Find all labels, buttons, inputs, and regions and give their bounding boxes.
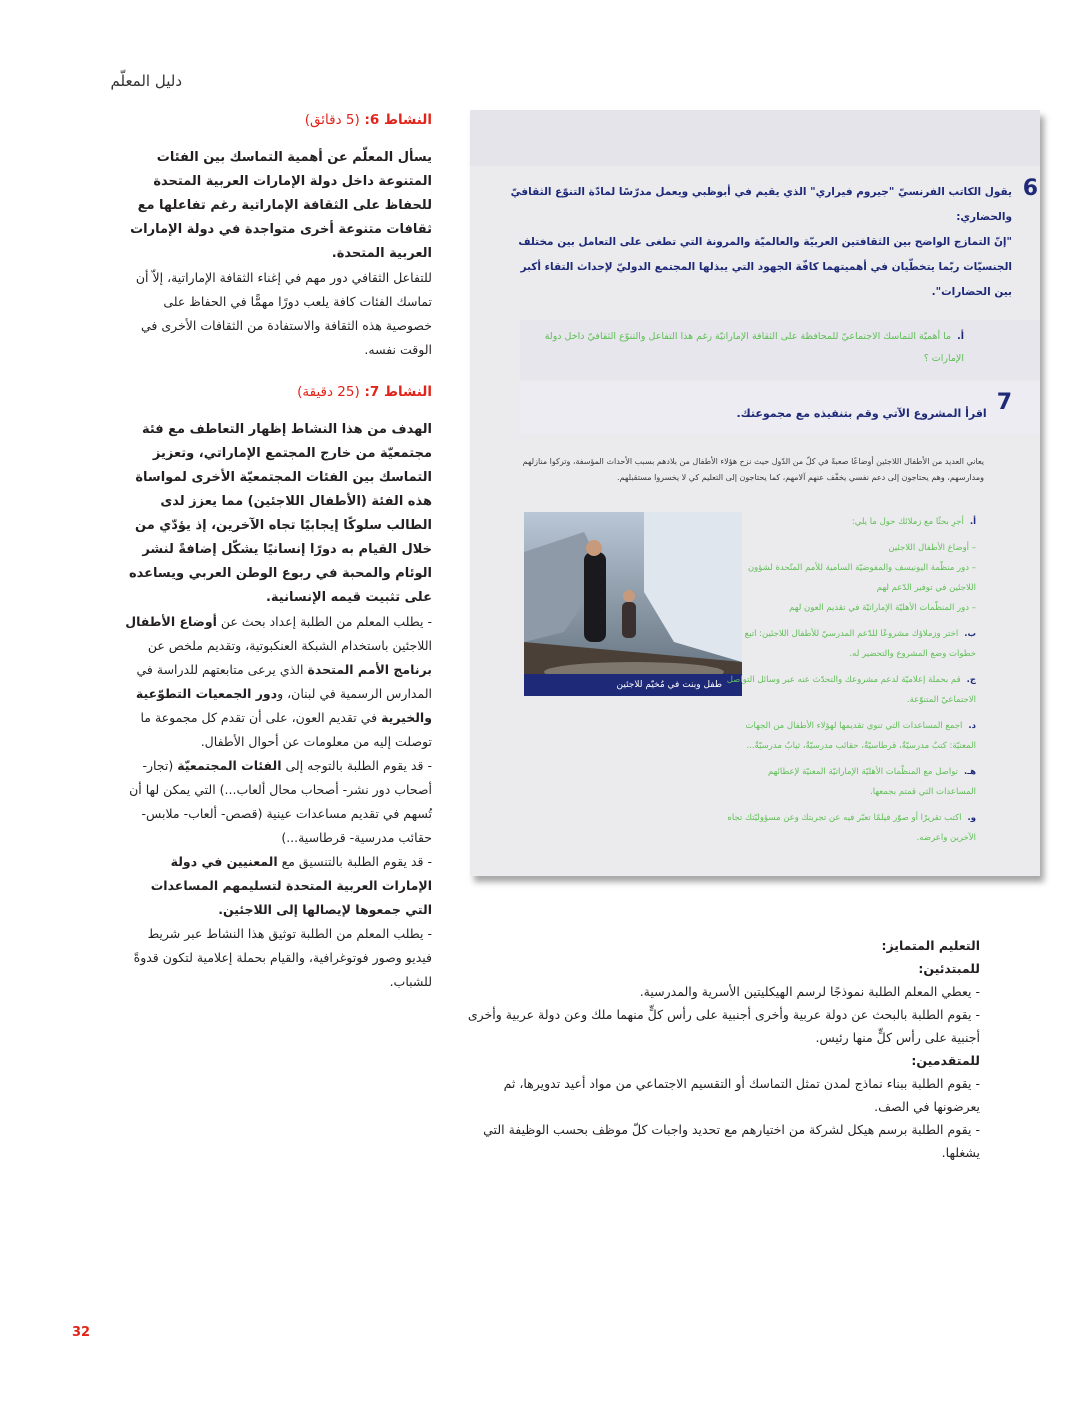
task-item: [726, 808, 976, 848]
activity-6-duration: (5 دقائق): [304, 112, 360, 128]
differentiated-learning: [460, 934, 980, 1164]
task-item: [726, 762, 976, 802]
task-letter: هـ.: [963, 767, 976, 777]
activity-6-title: النشاط 6:: [364, 112, 432, 128]
question-7-text: اقرأ المشروع الآتي وقم بتنفيذه مع مجموعتك.: [736, 407, 987, 420]
task-item: [726, 716, 976, 756]
textbook-page-panel: [470, 110, 1040, 876]
activity-6-heading: [122, 108, 432, 132]
task-letter: ب.: [964, 629, 976, 639]
text-run: - يطلب المعلم من الطلبة إعداد بحث عن: [216, 614, 432, 629]
question-6-number: 6: [1022, 176, 1038, 201]
task-item: [726, 670, 976, 710]
task-text: – دور المنظّمات الأهليّة الإماراتيّة في تقديم العون لهم: [789, 603, 976, 613]
text-run: اللاجئين باستخدام الشبكة العنكبوتية، وتقديم ملخص عن: [147, 638, 432, 653]
text-run-bold: أوضاع الأطفال: [125, 614, 217, 629]
text-run: في تقديم العون، على أن تقدم كل مجموعة ما توصلت إليه من معلومات عن أحوال الأطفال.: [140, 710, 432, 749]
task-text: اجمع المساعدات التي تنوي تقديمها لهؤلاء الأطفال من الجهات المعنيّة: كتبٌ مدرسيّةٌ، قرطاسيّةٌ، حقائب مدرسيّةٌ، ثيابٌ مدرسيّةٌ...: [745, 721, 976, 751]
page-number: 32: [72, 1325, 91, 1340]
task-letter: أ.: [969, 517, 976, 527]
task-text: اختر وزملاؤك مشروعًا للدّعم المدرسيّ للأطفال اللاجئين: اتبع خطوات وضع المشروع والتحضير له.: [744, 629, 976, 659]
task-item: [726, 598, 976, 618]
beginners-heading: للمبتدئين:: [918, 961, 980, 976]
text-run: - قد يقوم الطلبة بالتوجه إلى: [281, 758, 432, 773]
beginners-item-1: - يعطي المعلم الطلبة نموذجًا لرسم الهيكليتين الأسرية والمدرسية.: [639, 984, 980, 999]
task-text: – دور منظّمة اليونيسف والمفوضيّة السامية للأمم المتّحدة لشؤون اللاجئين في توفير الدّعم لهم: [747, 563, 976, 593]
project-tasks: [726, 512, 976, 854]
teacher-guide-column: [122, 108, 432, 994]
project-intro: يعاني العديد من الأطفال اللاجئين أوضاعًا صعبةً في كلّ من الدّول حيث نزح هؤلاء الأطفال من بلادهم بسبب الأحداث المؤسفة، وتركوا منازلهم ومدارسهم، وهم يحتاجون إلى دعم نفسي يخفّف عنهم آلامهم، كما يحتاجون إلى التعليم كي لا يخسروا مستقبلهم.: [522, 457, 984, 482]
advanced-heading: للمتقدمين:: [911, 1053, 980, 1068]
advanced-item-2: - يقوم الطلبة برسم هيكل لشركة من اختيارهم مع تحديد واجبات كلّ موظف بحسب الوظيفة التي يشغلها.: [483, 1122, 980, 1160]
activity-7-bold-text: الهدف من هذا النشاط إظهار التعاطف مع فئة مجتمعيّة من خارج المجتمع الإماراتي، وتعزيز التماسك بين الفئات المجتمعيّة الأخرى لمواساة هذه الفئة (الأطفال اللاجئين) مما يعزز لدى الطالب سلوكًا إيجابيًا تجاه الآخرين، إذ يؤدّي من خلال القيام به دورًا إنسانيًا يشكّل إضافةً لنشر الوئام والمحبة في ربوع الوطن العربي ويساعده على تثبيت قيمه الإنسانية.: [128, 422, 432, 605]
text-run: الذي يرعى متابعتهم للدراسة في المدارس الرسمية في لبنان، و: [136, 662, 432, 701]
advanced-item-1: - يقوم الطلبة ببناء نماذج لمدن تمثل التماسك أو التقسيم الاجتماعي من مواد أعيد تدويرها، ثم يعرضونها في الصف.: [503, 1076, 980, 1114]
differentiated-title: التعليم المتمايز:: [881, 938, 980, 953]
question-6a-text: ما أهميّة التماسك الاجتماعيّ للمحافظة على الثقافة الإماراتيّة رغم هذا التفاعل والتنوّع الثقافيّ داخل دولة الإمارات ؟: [544, 331, 964, 364]
task-text: اكتب تقريرًا أو صوّر فيلمًا تعبّر فيه عن تجربتك وعن مسؤوليّتك تجاه الآخرين واعرضه.: [727, 813, 976, 843]
task-item: [726, 538, 976, 558]
refugee-camp-photo: [524, 512, 742, 696]
task-letter: ج.: [966, 675, 976, 685]
task-letter: د.: [968, 721, 976, 731]
task-text: – أوضاع الأطفال اللاجئين: [888, 543, 976, 553]
question-7: [736, 390, 1012, 423]
question-6: [502, 176, 1038, 305]
beginners-item-2: - يقوم الطلبة بالبحث عن دولة عربية وأخرى أجنبية على رأس كلٍّ منهما ملك وعن دولة عربية وأخرى أجنبية على رأس كلٍّ منها رئيس.: [467, 1007, 980, 1045]
task-item: [726, 512, 976, 532]
task-text: أجرِ بحثًا مع زملائك حول ما يلي:: [851, 517, 964, 527]
photo-caption: [524, 674, 742, 696]
activity-7-title: النشاط 7:: [364, 384, 432, 400]
question-6a: [524, 326, 964, 370]
text-run: (تجار- أصحاب دور نشر- أصحاب محال ألعاب...) التي يمكن لها أن تُسهم في تقديم مساعدات عينية (قصص- ألعاب- ملابس- حقائب مدرسية- قرطاسية...): [129, 758, 432, 845]
activity-7-paragraph-2: [122, 754, 432, 850]
task-text: قم بحملة إعلاميّة لدعم مشروعك والتحدّث عنه عبر وسائل التواصل الاجتماعيّ المتنوّعة.: [726, 675, 976, 705]
activity-6-bold-text: يسأل المعلّم عن أهمية التماسك بين الفئات المتنوعة داخل دولة الإمارات العربية المتحدة للحفاظ على الثقافة الإماراتية رغم تفاعلها مع ثقافات متنوعة أخرى متواجدة في دولة الإمارات العربية المتحدة.: [130, 150, 432, 261]
activity-7-duration: (25 دقيقة): [297, 384, 360, 400]
task-text: تواصل مع المنظّمات الأهليّة الإماراتيّة المعنيّة لإعطائهم المساعدات التي قمتم بجمعها.: [767, 767, 976, 797]
question-6-text: يقول الكاتب الفرنسيّ "جيروم فيراري" الذي يقيم في أبوظبي ويعمل مدرّسًا لمادّة التنوّع الثقافيّ والحضاري:: [510, 186, 1012, 223]
task-letter: و.: [967, 813, 976, 823]
panel-top-band: [470, 110, 1040, 166]
question-6-quote: "إنّ التمازج الواضح بين الثقافتين العربيّة والعالميّة والمرونة التي تطغى على التعامل بين مختلف الجنسيّات ربّما يتخطّيان في أهميتهما كافّة الجهود التي يبذلها المجتمع الدوليّ لإحداث التقاء أكبر بين الحضارات".: [518, 236, 1012, 298]
text-run-bold: الفئات المجتمعيّة: [177, 758, 282, 773]
question-7-number: 7: [996, 390, 1012, 415]
page-header-title: دليل المعلّم: [110, 72, 182, 90]
text-run: - قد يقوم الطلبة بالتنسيق مع: [277, 854, 432, 869]
activity-7-paragraph-3: [122, 850, 432, 922]
activity-6-text: للتفاعل الثقافي دور مهم في إغناء الثقافة الإماراتية، إلاّ أن تماسك الفئات كافة يلعب دورًا مهمًّا في الحفاظ على خصوصية هذه الثقافة والاستفادة من الثقافات الأخرى في الوقت نفسه.: [135, 270, 432, 357]
text-run-bold: دور الجمعيات التطوّعية والخيرية: [135, 686, 432, 725]
task-item: [726, 558, 976, 598]
activity-7-paragraph-1: [122, 610, 432, 754]
activity-7-paragraph-4: - يطلب المعلم من الطلبة توثيق هذا النشاط عبر شريط فيديو وصور فوتوغرافية، والقيام بحملة إعلامية لتكون قدوةً للشباب.: [133, 926, 432, 989]
text-run-bold: المعنيين في دولة الإمارات العربية المتحدة لتسليمهم المساعدات التي جمعوها لإيصالها إلى اللاجئين.: [150, 854, 432, 917]
text-run-bold: برنامج الأمم المتحدة: [307, 662, 432, 677]
photo-caption-text: طفل وبنت في مُخيّم للاجئين: [616, 680, 722, 690]
question-6a-letter: أ.: [957, 331, 964, 342]
refugee-camp-illustration: [524, 512, 742, 696]
task-item: [726, 624, 976, 664]
activity-7-heading: [122, 380, 432, 404]
